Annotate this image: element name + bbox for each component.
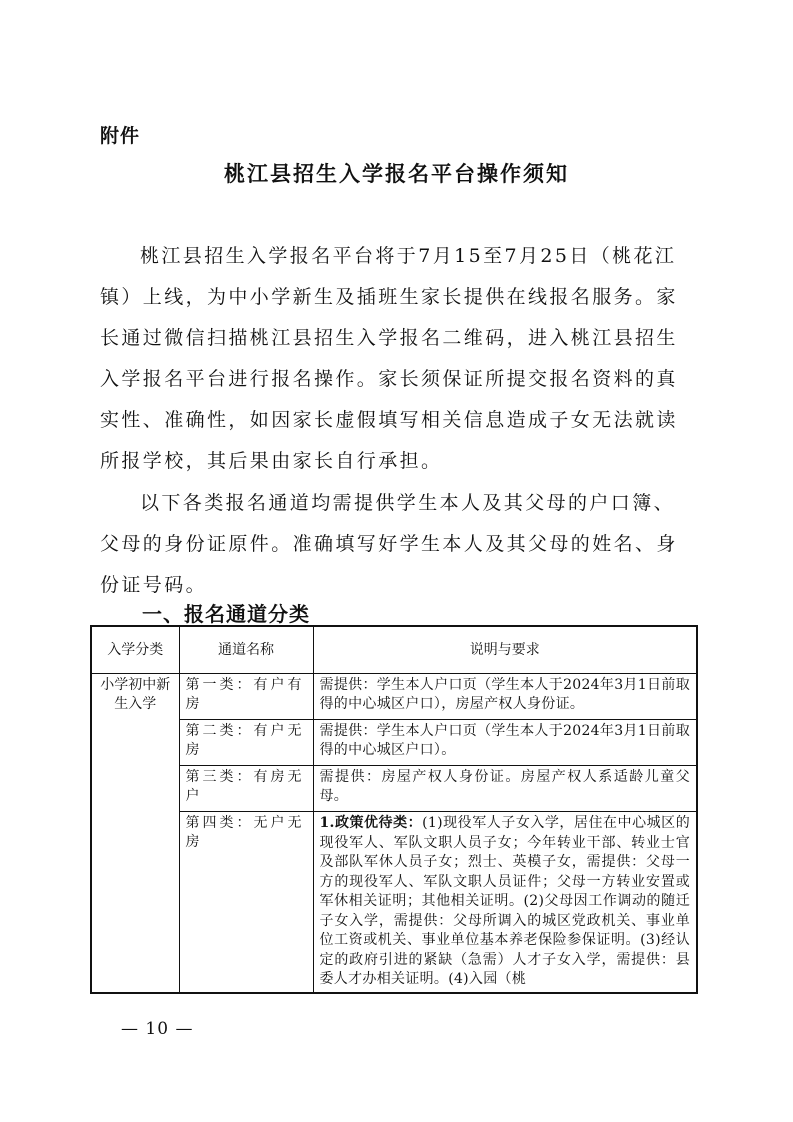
page-number: — 10 — xyxy=(121,1019,194,1039)
requirements-paragraph: 以下各类报名通道均需提供学生本人及其父母的户口簿、父母的身份证原件。准确填写好学生本人及其父母的姓名、身份证号码。 xyxy=(100,492,678,596)
channel-cell: 第一类：有户有房 xyxy=(179,674,313,720)
section-heading: 一、报名通道分类 xyxy=(142,602,310,626)
policy-priority-label: 1.政策优待类： xyxy=(319,815,423,831)
attachment-label: 附件 xyxy=(100,125,141,147)
registration-channel-table xyxy=(90,625,698,994)
table-row xyxy=(91,720,697,766)
channel-cell: 第三类：有房无户 xyxy=(179,766,313,812)
description-cell xyxy=(313,812,697,993)
header-category: 入学分类 xyxy=(91,626,179,674)
intro-paragraph: 桃江县招生入学报名平台将于7月15至7月25日（桃花江镇）上线，为中小学新生及插班生家长提供在线报名服务。家长通过微信扫描桃江县招生入学报名二维码，进入桃江县招生入学报名平台进行报名操作。家长须保证所提交报名资料的真实性、准确性，如因家长虚假填写相关信息造成子女无法就读所报学校，其后果由家长自行承担。 xyxy=(100,245,678,472)
category-cell: 小学初中新生入学 xyxy=(91,674,179,993)
description-cell: 需提供：学生本人户口页（学生本人于2024年3月1日前取得的中心城区户口），房屋产权人身份证。 xyxy=(313,674,697,720)
channel-cell: 第二类：有户无房 xyxy=(179,720,313,766)
header-channel: 通道名称 xyxy=(179,626,313,674)
table-header-row xyxy=(91,626,697,674)
header-description: 说明与要求 xyxy=(313,626,697,674)
channel-cell: 第四类：无户无房 xyxy=(179,812,313,993)
page-title: 桃江县招生入学报名平台操作须知 xyxy=(224,161,569,186)
description-cell: 需提供：学生本人户口页（学生本人于2024年3月1日前取得的中心城区户口）。 xyxy=(313,720,697,766)
table-row xyxy=(91,812,697,993)
policy-priority-text: (1)现役军人子女入学，居住在中心城区的现役军人、军队文职人员子女；今年转业干部、转业士官及部队军休人员子女；烈士、英模子女，需提供：父母一方的现役军人、军队文职人员证件；父母一方转业安置或军休相关证明；其他相关证明。(2)父母因工作调动的随迁子女入学，需提供：父母所调入的城区党政机关、事业单位工资或机关、事业单位基本养老保险参保证明。(3)经认定的政府引进的紧缺（急需）人才子女入学，需提供：县委人才办相关证明。(4)入园（桃 xyxy=(319,815,690,987)
table-row xyxy=(91,674,697,720)
description-cell: 需提供：房屋产权人身份证。房屋产权人系适龄儿童父母。 xyxy=(313,766,697,812)
table-row xyxy=(91,766,697,812)
